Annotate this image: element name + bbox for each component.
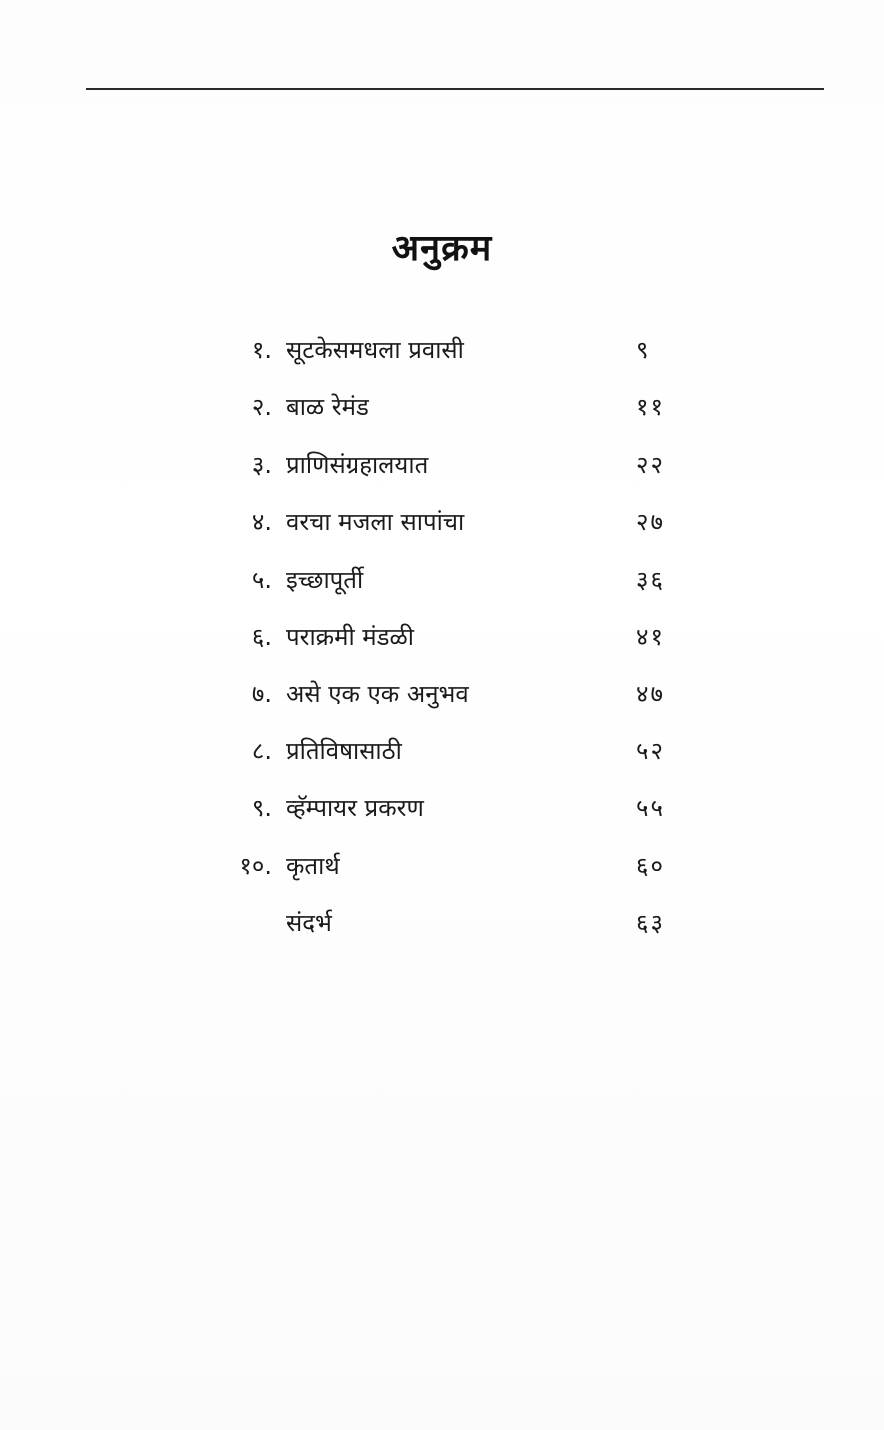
toc-entry-page: ५२ [636, 737, 665, 765]
toc-entry [0, 560, 884, 600]
toc-entry-number: ३. [251, 451, 272, 479]
toc-entry-title: संदर्भ [286, 909, 332, 937]
toc-entry-page: ६३ [636, 909, 665, 937]
toc-entry [0, 731, 884, 771]
toc-entry-number: ९. [251, 794, 272, 822]
toc-entry-title: असे एक एक अनुभव [286, 680, 469, 708]
toc-entry-page: २७ [636, 508, 665, 536]
toc-entry-title: प्रतिविषासाठी [286, 737, 402, 765]
toc-entry [0, 788, 884, 828]
toc-entry-number: ८. [251, 737, 272, 765]
toc-entry-title: व्हॅम्पायर प्रकरण [286, 794, 424, 822]
toc-entry-title: बाळ रेमंड [286, 393, 369, 421]
toc-entry-title: प्राणिसंग्रहालयात [286, 451, 429, 479]
toc-entry [0, 903, 884, 943]
toc-entry-page: ११ [636, 393, 665, 421]
toc-entry [0, 502, 884, 542]
toc-entry-title: पराक्रमी मंडळी [286, 623, 414, 651]
toc-entry [0, 617, 884, 657]
toc-entry-page: ३६ [636, 566, 665, 594]
toc-entry [0, 330, 884, 370]
toc-entry-title: सूटकेसमधला प्रवासी [286, 336, 464, 364]
toc-entry-number: ४. [251, 508, 272, 536]
toc-entry [0, 445, 884, 485]
toc-entry-number: १०. [239, 852, 272, 880]
toc-entry-title: वरचा मजला सापांचा [286, 508, 465, 536]
toc-entry-page: ५५ [636, 794, 665, 822]
top-rule [86, 88, 824, 90]
toc-entry-number: ६. [251, 623, 272, 651]
toc-entry-page: ६० [636, 852, 665, 880]
toc-entry-page: ९ [636, 336, 651, 364]
toc-entry-page: ४७ [636, 680, 665, 708]
toc-entry-number: १. [251, 336, 272, 364]
toc-entry-number: ७. [251, 680, 272, 708]
toc-entry-title: इच्छापूर्ती [286, 566, 364, 594]
toc-entry-number: २. [251, 393, 272, 421]
toc-entry [0, 846, 884, 886]
toc-entry-page: २२ [636, 451, 665, 479]
toc-entry [0, 387, 884, 427]
toc-entry-title: कृतार्थ [286, 852, 340, 880]
toc-entry [0, 674, 884, 714]
toc-entry-page: ४१ [636, 623, 665, 651]
page-title: अनुक्रम [391, 228, 493, 269]
toc-entry-number: ५. [251, 566, 272, 594]
